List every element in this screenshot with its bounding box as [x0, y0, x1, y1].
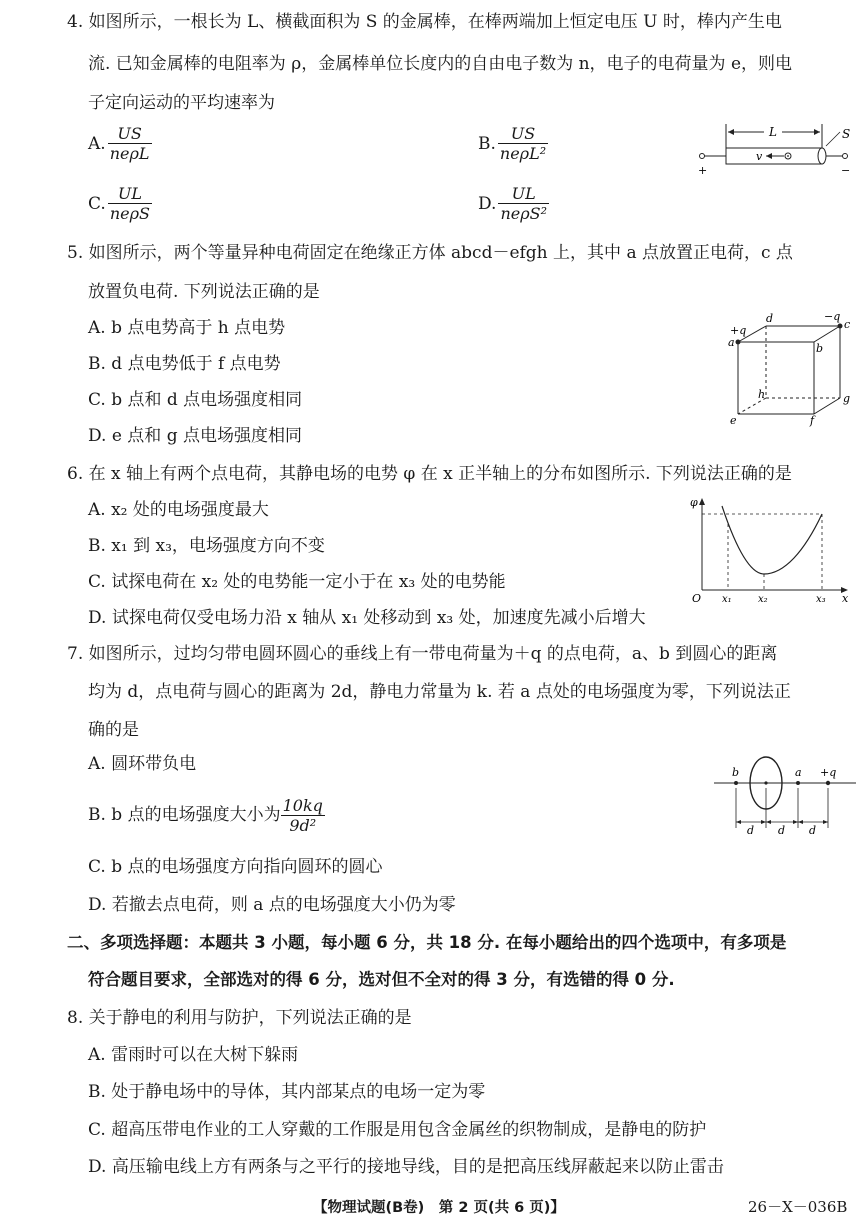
q6-label-x3: x₃: [816, 594, 826, 605]
q6-label-O: O: [692, 592, 702, 605]
q7-option-b-den: 9d²: [289, 816, 317, 835]
q4-option-b-num: US: [498, 124, 548, 144]
q8-option-b: B. 处于静电场中的导体，其内部某点的电场一定为零: [88, 1082, 486, 1102]
q7-point-charge: [826, 781, 830, 785]
q6-option-a: A. x₂ 处的电场强度最大: [88, 500, 269, 520]
q5-label-f: f: [810, 414, 815, 427]
footer-code: 26－X－036B: [748, 1198, 848, 1216]
q4-right-terminal: [843, 154, 848, 159]
q4-option-a-label: A.: [88, 133, 106, 154]
q6-label-x1: x₁: [722, 594, 732, 605]
q4-length-arrowhead-left: [728, 129, 734, 135]
q8-option-c: C. 超高压带电作业的工人穿戴的工作服是用包含金属丝的织物制成，是静电的防护: [88, 1120, 707, 1140]
q4-option-c-den: neρS: [109, 204, 150, 223]
q4-length-arrowhead-right: [814, 129, 820, 135]
q6-label-x: x: [842, 592, 849, 605]
q5-label-nq: −q: [824, 310, 841, 323]
q7-point-a: [796, 781, 800, 785]
q7-label-q: +q: [820, 766, 837, 779]
q4-option-a-num: US: [108, 124, 152, 144]
q7-option-b: [88, 796, 325, 835]
q5-label-g: g: [843, 392, 851, 405]
q7-label-a: a: [795, 766, 802, 779]
q5-label-a: a: [728, 336, 735, 349]
q4-stem-line1: 4. 如图所示，一根长为 L、横截面积为 S 的金属棒，在棒两端加上恒定电压 U 时，棒内产生电: [67, 12, 782, 32]
q5-label-c: c: [844, 318, 851, 331]
q5-stem-line2: 放置负电荷. 下列说法正确的是: [88, 282, 320, 302]
q6-label-x2: x₂: [758, 594, 768, 605]
q5-edge-gf: [814, 398, 840, 414]
q6-option-b: B. x₁ 到 x₃，电场强度方向不变: [88, 536, 325, 556]
q4-option-d: [478, 184, 549, 223]
q8-option-d: D. 高压输电线上方有两条与之平行的接地导线，目的是把高压线屏蔽起来以防止雷击: [88, 1157, 724, 1177]
q5-option-d: D. e 点和 g 点电场强度相同: [88, 426, 302, 446]
q6-potential-curve: [722, 506, 822, 574]
q5-charge-c: [838, 324, 843, 329]
q4-option-b-den: neρL²: [499, 144, 547, 163]
q4-rod-end: [818, 148, 826, 164]
q6-potential-graph: [684, 494, 856, 606]
q4-label-minus: −: [841, 164, 851, 177]
q7-label-d2: d: [778, 824, 786, 834]
q6-option-c: C. 试探电荷在 x₂ 处的电势能一定小于在 x₃ 处的电势能: [88, 572, 506, 592]
q4-option-b: [478, 124, 548, 163]
q4-option-d-num: UL: [498, 184, 549, 204]
q5-label-pq: +q: [730, 324, 747, 337]
q7-ring-figure: [710, 752, 860, 834]
q4-label-S: S: [842, 127, 851, 141]
q4-option-c-num: UL: [108, 184, 152, 204]
q4-option-a-den: neρL: [109, 144, 150, 163]
q6-label-phi: φ: [690, 496, 698, 509]
q5-label-h: h: [758, 388, 766, 401]
q7-stem-line3: 确的是: [88, 720, 139, 740]
q4-option-a: [88, 124, 152, 163]
q5-option-a: A. b 点电势高于 h 点电势: [88, 318, 286, 338]
q5-label-b: b: [816, 342, 824, 355]
q8-option-a: A. 雷雨时可以在大树下躲雨: [88, 1045, 299, 1065]
q5-cube-figure: [724, 310, 864, 430]
q5-charge-a: [736, 340, 741, 345]
q7-option-d: D. 若撤去点电荷，则 a 点的电场强度大小仍为零: [88, 895, 456, 915]
q4-label-v: v: [756, 150, 763, 163]
q4-left-terminal: [700, 154, 705, 159]
q7-option-b-text: B. b 点的电场强度大小为: [88, 805, 281, 825]
q4-label-plus: +: [698, 164, 708, 177]
q5-label-d: d: [766, 312, 774, 325]
q4-option-d-label: D.: [478, 193, 497, 214]
q5-label-e: e: [730, 414, 737, 427]
q4-option-c: [88, 184, 152, 223]
q8-stem: 8. 关于静电的利用与防护，下列说法正确的是: [67, 1008, 412, 1028]
q4-label-L: L: [769, 125, 777, 139]
q4-option-c-label: C.: [88, 193, 106, 214]
q4-stem-line3: 子定向运动的平均速率为: [88, 93, 275, 113]
q7-option-b-num: 10kq: [282, 796, 323, 815]
q5-option-c: C. b 点和 d 点电场强度相同: [88, 390, 303, 410]
section2-heading-line2: 符合题目要求，全部选对的得 6 分，选对但不全对的得 3 分，有选错的得 0 分.: [88, 970, 675, 989]
q4-option-b-label: B.: [478, 133, 496, 154]
q7-stem-line1: 7. 如图所示，过均匀带电圆环圆心的垂线上有一带电荷量为＋q 的点电荷，a、b 到圆心的距离: [67, 644, 778, 664]
q4-S-leader: [826, 132, 840, 146]
q7-stem-line2: 均为 d，点电荷与圆心的距离为 2d，静电力常量为 k. 若 a 点处的电场强度为零，下列说法正: [88, 682, 791, 702]
q5-option-b: B. d 点电势低于 f 点电势: [88, 354, 281, 374]
footer-page-info: 【物理试题(B卷) 第 2 页(共 6 页)】: [313, 1200, 565, 1216]
q6-option-d: D. 试探电荷仅受电场力沿 x 轴从 x₁ 处移动到 x₃ 处，加速度先减小后增大: [88, 608, 646, 628]
q5-edge-bc: [814, 326, 840, 342]
q4-stem-line2: 流. 已知金属棒的电阻率为 ρ，金属棒单位长度内的自由电子数为 n，电子的电荷量为 e，则电: [88, 54, 793, 74]
q5-stem-line1: 5. 如图所示，两个等量异种电荷固定在绝缘正方体 abcd－efgh 上，其中 a 点放置正电荷，c 点: [67, 243, 793, 263]
q7-ring-center: [764, 781, 767, 784]
q7-option-a: A. 圆环带负电: [88, 754, 197, 774]
q4-rod-figure: [694, 118, 854, 178]
q7-point-b: [734, 781, 738, 785]
q7-label-d1: d: [747, 824, 755, 834]
q7-label-b: b: [732, 766, 740, 779]
q7-option-c: C. b 点的电场强度方向指向圆环的圆心: [88, 857, 383, 877]
q6-stem: 6. 在 x 轴上有两个点电荷，其静电场的电势 φ 在 x 正半轴上的分布如图所示. 下列说法正确的是: [67, 464, 792, 484]
q4-option-d-den: neρS²: [500, 204, 547, 223]
q6-y-arrowhead: [699, 498, 705, 505]
q7-label-d3: d: [809, 824, 817, 834]
section2-heading-line1: 二、多项选择题：本题共 3 小题，每小题 6 分，共 18 分. 在每小题给出的四个选项中，有多项是: [67, 933, 787, 952]
